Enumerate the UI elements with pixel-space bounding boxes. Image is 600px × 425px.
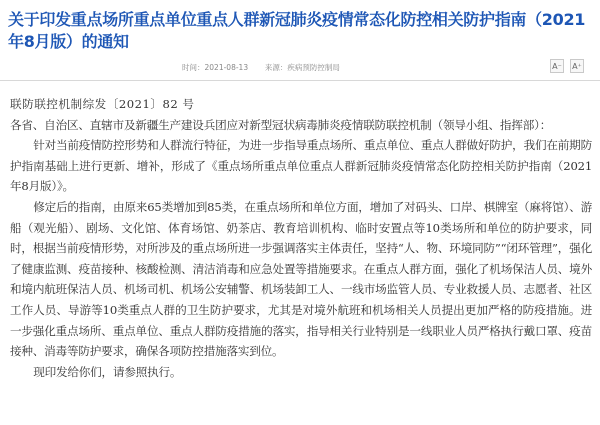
article-meta (182, 62, 340, 73)
source-name: 疾病预防控制局 (287, 63, 340, 72)
article-title: 关于印发重点场所重点单位重点人群新冠肺炎疫情常态化防控相关防护指南（2021年8月版）的通知 (8, 10, 586, 51)
decrease-font-button[interactable]: A⁻ (550, 59, 564, 73)
increase-font-button[interactable]: A⁺ (570, 59, 584, 73)
publish-date: 2021-08-13 (204, 63, 249, 72)
article-meta-bar (0, 56, 600, 81)
document-number: 联防联控机制综发〔2021〕82 号 (10, 97, 195, 111)
paragraph-2: 修定后的指南，由原来65类增加到85类，在重点场所和单位方面，增加了对码头、口岸、棋牌室（麻将馆）、游船（观光船）、剧场、文化馆、体育场馆、奶茶店、教育培训机构、临时安置点等10类场所和单位的防护要求，同时，根据当前疫情形势，对所涉及的重点场所进一步强调落实主体责任，坚持“人、物、环境同防”“闭环管理”，强化了健康监测、疫苗接种、核酸检测、清洁消毒和应急处置等措施要求。在重点人群方面，强化了机场保洁人员、境外和境内航班保洁人员、机场司机、机场公安辅警、机场装卸工人、一线市场监管人员、专业救援人员、志愿者、社区工作人员、导游等10类重点人群的卫生防护要求，尤其是对境外航班和机场相关人员提出更加严格的防疫措施。进一步强化重点场所、重点单位、重点人群防疫措施的落实，指导相关行业特别是一线职业人员严格执行戴口罩、疫苗接种、消毒等防护要求，确保各项防控措施落实到位。 (10, 199, 592, 359)
font-size-controls (550, 59, 584, 73)
document-body (10, 94, 592, 382)
closing-paragraph: 现印发给你们，请参照执行。 (33, 364, 182, 379)
paragraph-1: 针对当前疫情防控形势和人群流行特征，为进一步指导重点场所、重点单位、重点人群做好防护，我们在前期防护指南基础上进行更新、增补，形成了《重点场所重点单位重点人群新冠肺炎疫情常态化防控相关防护指南（2021年8月版）》。 (10, 138, 592, 194)
addressee: 各省、自治区、直辖市及新疆生产建设兵团应对新型冠状病毒肺炎疫情联防联控机制（领导小组、指挥部）： (10, 117, 552, 132)
source-label: 来源： (264, 63, 288, 72)
date-label: 时间： (182, 63, 205, 72)
